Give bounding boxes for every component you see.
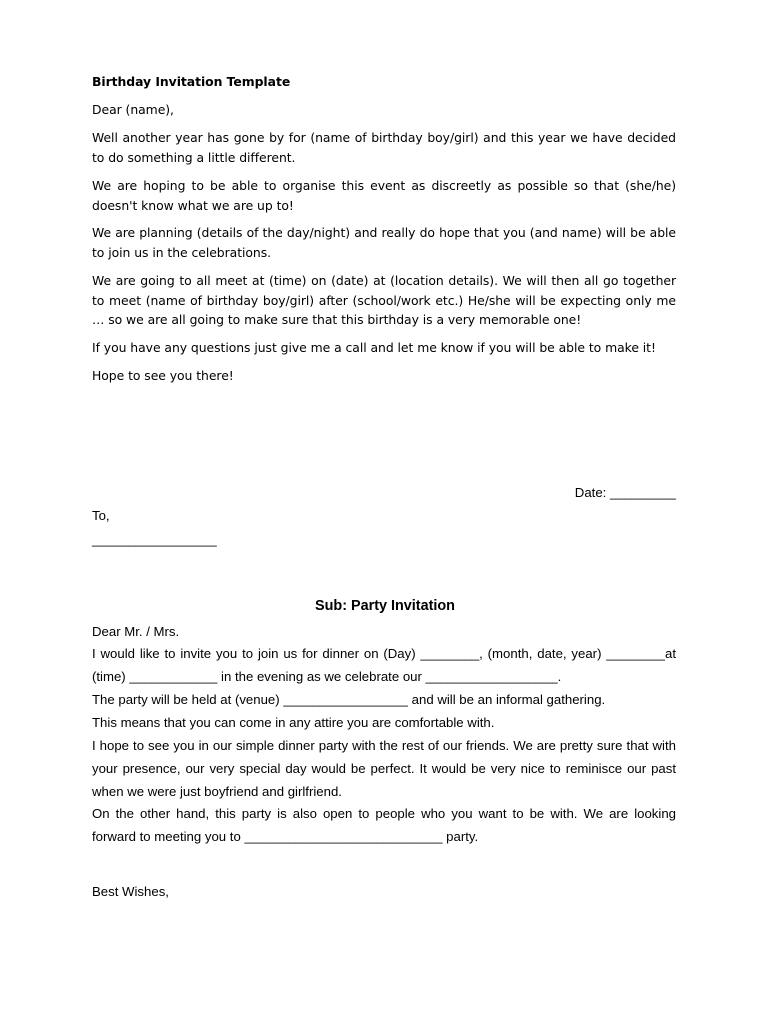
template-paragraph-discreet: We are hoping to be able to organise this event as discreetly as possible so that (she/he) doesn't know what we are up to! <box>92 178 676 213</box>
letter-closing: Best Wishes, <box>92 884 169 899</box>
template-paragraph-meeting: We are going to all meet at (time) on (date) at (location details). We will then all go together to meet (name of birthday boy/girl) after (school/work etc.) He/she will be expecting only me … so we are all going to make sure that this birthday is a very memorable one! <box>92 273 676 327</box>
template-paragraph-planning: We are planning (details of the day/night) and really do hope that you (and name) will be able to join us in the celebrations. <box>92 225 676 260</box>
recipient-blank: _________________ <box>92 532 217 547</box>
letter-paragraph-attire: This means that you can come in any attire you are comfortable with. <box>92 715 495 730</box>
date-line: Date: _________ <box>574 485 676 500</box>
subject-heading: Sub: Party Invitation <box>315 598 455 614</box>
template-salutation: Dear (name), <box>92 102 174 117</box>
to-label: To, <box>92 508 110 523</box>
template-paragraph-closing: Hope to see you there! <box>92 368 234 383</box>
letter-salutation: Dear Mr. / Mrs. <box>92 624 180 639</box>
letter-paragraph-open: On the other hand, this party is also open to people who you want to be with. We are looking forward to meeting you to ___________________________ party. <box>92 806 676 844</box>
template-paragraph-intro: Well another year has gone by for (name of birthday boy/girl) and this year we have decided to do something a little different. <box>92 130 676 165</box>
letter-paragraph-hope: I hope to see you in our simple dinner party with the rest of our friends. We are pretty sure that with your presence, our very special day would be perfect. It would be very nice to reminisce our past when we were just boyfriend and girlfriend. <box>92 738 676 799</box>
letter-paragraph-invite: I would like to invite you to join us for dinner on (Day) ________, (month, date, year) ________at (time) ____________ in the evening as we celebrate our __________________. <box>92 646 676 684</box>
template-title: Birthday Invitation Template <box>92 74 291 89</box>
template-paragraph-questions: If you have any questions just give me a call and let me know if you will be able to make it! <box>92 340 656 355</box>
letter-paragraph-venue: The party will be held at (venue) _________________ and will be an informal gathering. <box>92 692 606 707</box>
